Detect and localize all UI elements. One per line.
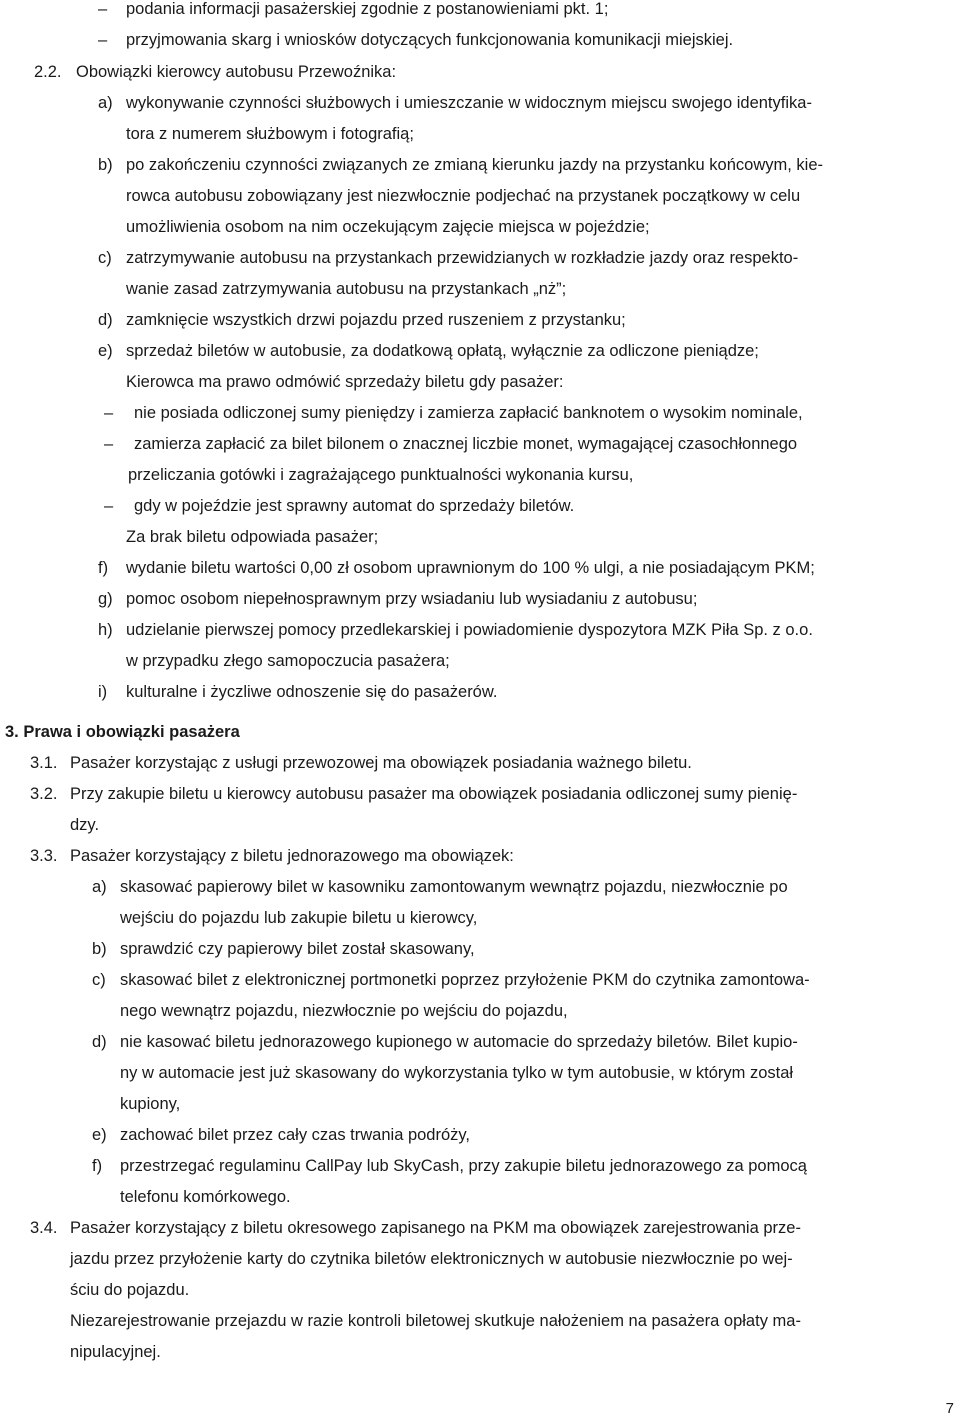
item-text: sprzedaż biletów w autobusie, za dodatkową opłatą, wyłącznie za odliczone pieniądze;: [126, 342, 759, 360]
item-text: zatrzymywanie autobusu na przystankach przewidzianych w rozkładzie jazdy oraz respekto-: [126, 249, 799, 267]
item-label: a): [92, 878, 107, 896]
item-text: telefonu komórkowego.: [120, 1188, 291, 1206]
item-label: c): [92, 971, 106, 989]
item-label: b): [92, 940, 107, 958]
item-text: skasować papierowy bilet w kasowniku zamontowanym wewnątrz pojazdu, niezwłocznie po: [120, 878, 788, 896]
dash-bullet: –: [104, 497, 114, 515]
item-label: d): [92, 1033, 107, 1051]
page-number: 7: [945, 1400, 954, 1417]
paragraph-text: jazdu przez przyłożenie karty do czytnika biletów elektronicznych w autobusie niezwłocznie po wej-: [70, 1250, 793, 1268]
paragraph-text: Przy zakupie biletu u kierowcy autobusu pasażer ma obowiązek posiadania odliczonej sumy pienię-: [70, 785, 798, 803]
item-label: i): [98, 683, 108, 701]
item-text: zachować bilet przez cały czas trwania podróży,: [120, 1126, 471, 1144]
paragraph-number: 3.4.: [30, 1219, 58, 1237]
section-number: 2.2.: [34, 63, 62, 81]
item-text: rowca autobusu zobowiązany jest niezwłocznie podjechać na przystanek początkowy w celu: [126, 187, 801, 205]
paragraph-text: nipulacyjnej.: [70, 1343, 161, 1361]
paragraph-text: Pasażer korzystający z biletu okresowego zapisanego na PKM ma obowiązek zarejestrowania prze-: [70, 1219, 801, 1237]
item-label: f): [92, 1157, 103, 1175]
refusal-item: przeliczania gotówki i zagrażającego punktualności wykonania kursu,: [128, 466, 634, 484]
item-label: e): [92, 1126, 107, 1144]
paragraph-number: 3.2.: [30, 785, 58, 803]
item-text: wanie zasad zatrzymywania autobusu na przystankach „nż”;: [126, 280, 567, 298]
item-text: nie kasować biletu jednorazowego kupionego w automacie do sprzedaży biletów. Bilet kupio-: [120, 1033, 798, 1051]
item-text: skasować bilet z elektronicznej portmonetki poprzez przyłożenie PKM do czytnika zamontowa-: [120, 971, 810, 989]
item-text: wejściu do pojazdu lub zakupie biletu u kierowcy,: [120, 909, 478, 927]
item-label: e): [98, 342, 113, 360]
item-text: nego wewnątrz pojazdu, niezwłocznie po wejściu do pojazdu,: [120, 1002, 568, 1020]
paragraph-text: dzy.: [70, 816, 100, 834]
item-text: wykonywanie czynności służbowych i umieszczanie w widocznym miejscu swojego identyfika-: [126, 94, 812, 112]
item-label: b): [98, 156, 113, 174]
paragraph-number: 3.3.: [30, 847, 58, 865]
paragraph-text: ściu do pojazdu.: [70, 1281, 190, 1299]
paragraph-text: Pasażer korzystając z usługi przewozowej ma obowiązek posiadania ważnego biletu.: [70, 754, 692, 772]
item-label: d): [98, 311, 113, 329]
item-label: c): [98, 249, 112, 267]
dash-bullet: –: [98, 31, 108, 49]
item-text: tora z numerem służbowym i fotografią;: [126, 125, 414, 143]
item-text: Za brak biletu odpowiada pasażer;: [126, 528, 379, 546]
item-text: ny w automacie jest już skasowany do wykorzystania tylko w tym autobusie, w którym został: [120, 1064, 794, 1082]
paragraph-number: 3.1.: [30, 754, 58, 772]
item-text: po zakończeniu czynności związanych ze zmianą kierunku jazdy na przystanku końcowym, kie-: [126, 156, 823, 174]
item-label: h): [98, 621, 113, 639]
dash-item: podania informacji pasażerskiej zgodnie z postanowieniami pkt. 1;: [126, 0, 609, 18]
refusal-item: nie posiada odliczonej sumy pieniędzy i zamierza zapłacić banknotem o wysokim nominale,: [134, 404, 803, 422]
item-text: udzielanie pierwszej pomocy przedlekarskiej i powiadomienie dyspozytora MZK Piła Sp. z o.o.: [126, 621, 813, 639]
item-text: zamknięcie wszystkich drzwi pojazdu przed ruszeniem z przystanku;: [126, 311, 626, 329]
dash-bullet: –: [98, 0, 108, 18]
item-label: a): [98, 94, 113, 112]
item-text: pomoc osobom niepełnosprawnym przy wsiadaniu lub wysiadaniu z autobusu;: [126, 590, 698, 608]
dash-bullet: –: [104, 435, 114, 453]
item-label: g): [98, 590, 113, 608]
paragraph-text: Niezarejestrowanie przejazdu w razie kontroli biletowej skutkuje nałożeniem na pasażera opłaty ma-: [70, 1312, 801, 1330]
section-heading: 3. Prawa i obowiązki pasażera: [5, 723, 240, 741]
item-text: w przypadku złego samopoczucia pasażera;: [126, 652, 450, 670]
item-text: Kierowca ma prawo odmówić sprzedaży biletu gdy pasażer:: [126, 373, 564, 391]
refusal-item: gdy w pojeździe jest sprawny automat do sprzedaży biletów.: [134, 497, 575, 515]
item-text: kupiony,: [120, 1095, 181, 1113]
paragraph-text: Pasażer korzystający z biletu jednorazowego ma obowiązek:: [70, 847, 514, 865]
item-text: przestrzegać regulaminu CallPay lub SkyCash, przy zakupie biletu jednorazowego za pomocą: [120, 1157, 807, 1175]
item-text: umożliwienia osobom na nim oczekującym zajęcie miejsca w pojeździe;: [126, 218, 650, 236]
dash-item: przyjmowania skarg i wniosków dotyczących funkcjonowania komunikacji miejskiej.: [126, 31, 734, 49]
section-title: Obowiązki kierowcy autobusu Przewoźnika:: [76, 63, 397, 81]
item-text: sprawdzić czy papierowy bilet został skasowany,: [120, 940, 475, 958]
dash-bullet: –: [104, 404, 114, 422]
item-label: f): [98, 559, 109, 577]
refusal-item: zamierza zapłacić za bilet bilonem o znacznej liczbie monet, wymagającej czasochłonnego: [134, 435, 798, 453]
item-text: kulturalne i życzliwe odnoszenie się do pasażerów.: [126, 683, 498, 701]
item-text: wydanie biletu wartości 0,00 zł osobom uprawnionym do 100 % ulgi, a nie posiadającym PKM;: [126, 559, 815, 577]
